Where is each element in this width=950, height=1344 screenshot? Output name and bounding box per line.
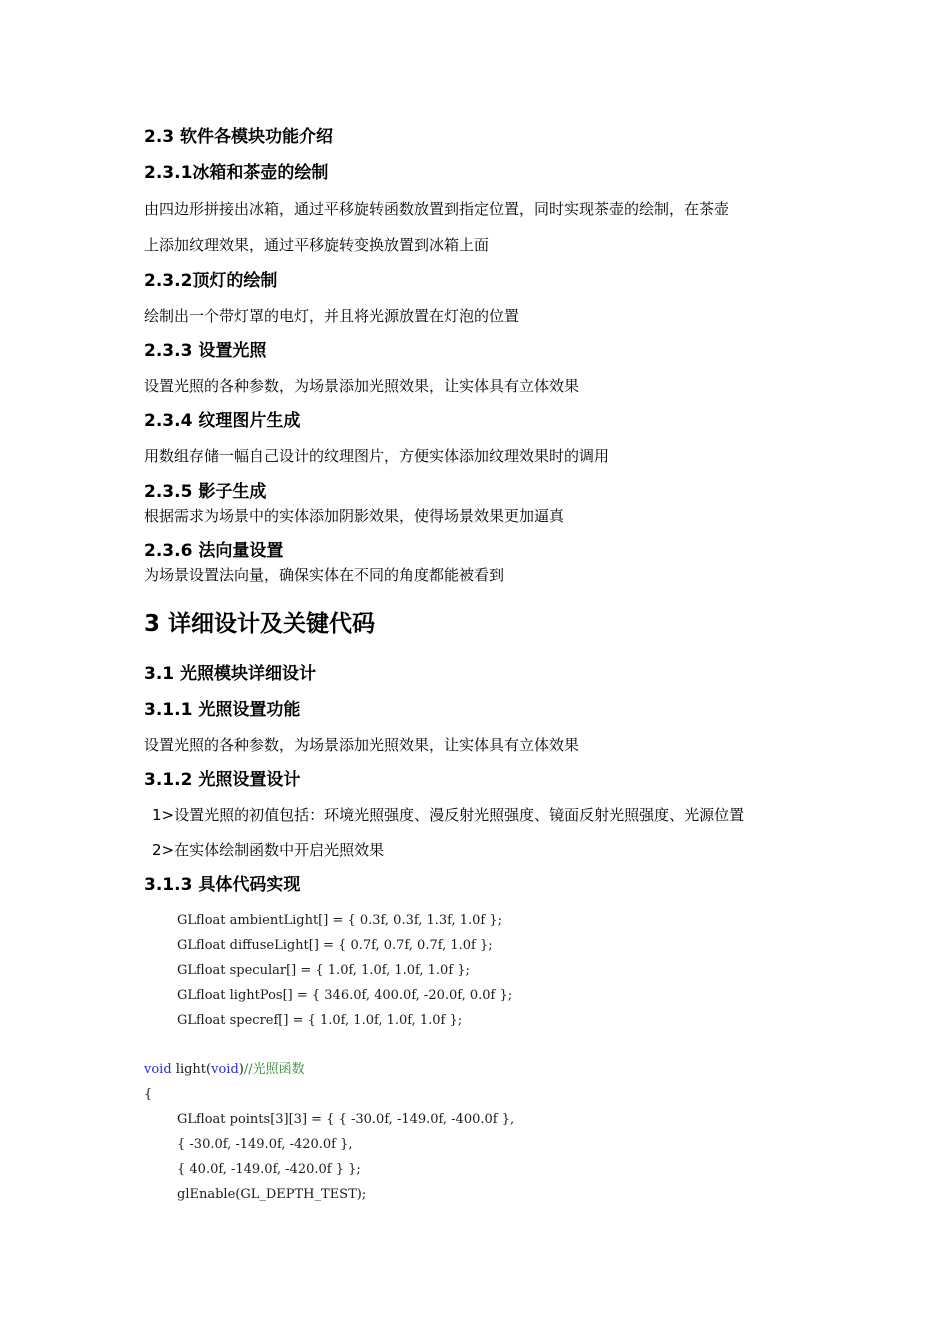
code-keyword-void: void <box>144 1062 172 1077</box>
heading-3-1-2: 3.1.2 光照设置设计 <box>144 770 301 790</box>
heading-2-3-2: 2.3.2顶灯的绘制 <box>144 271 278 291</box>
paragraph-2-3-1-line2: 上添加纹理效果，通过平移旋转变换放置到冰箱上面 <box>144 236 490 254</box>
heading-3-1: 3.1 光照模块详细设计 <box>144 664 317 684</box>
heading-3-1-3: 3.1.3 具体代码实现 <box>144 875 301 895</box>
code-line-function-signature <box>144 1063 305 1076</box>
paragraph-2-3-1-line1: 由四边形拼接出冰箱，通过平移旋转函数放置到指定位置，同时实现茶壶的绘制，在茶壶 <box>144 200 730 218</box>
paragraph-2-3-4: 用数组存储一幅自己设计的纹理图片，方便实体添加纹理效果时的调用 <box>144 447 610 465</box>
paragraph-2-3-6: 为场景设置法向量，确保实体在不同的角度都能被看到 <box>144 566 505 584</box>
code-line-points-1: GLfloat points[3][3] = { { -30.0f, -149.0f, -400.0f }, <box>177 1112 515 1127</box>
heading-2-3: 2.3 软件各模块功能介绍 <box>144 127 334 147</box>
code-comment: //光照函数 <box>243 1062 305 1077</box>
code-line-brace-open: { <box>144 1087 153 1102</box>
heading-chapter-3: 3 详细设计及关键代码 <box>144 611 376 637</box>
code-line-specref: GLfloat specref[] = { 1.0f, 1.0f, 1.0f, 1.0f }; <box>177 1013 463 1028</box>
code-keyword-param: void <box>211 1062 239 1077</box>
code-line-glenable: glEnable(GL_DEPTH_TEST); <box>177 1187 367 1202</box>
code-line-ambient: GLfloat ambientLight[] = { 0.3f, 0.3f, 1.3f, 1.0f }; <box>177 913 503 928</box>
paragraph-2-3-2: 绘制出一个带灯罩的电灯，并且将光源放置在灯泡的位置 <box>144 307 520 325</box>
code-function-name: light( <box>171 1062 212 1077</box>
heading-2-3-3: 2.3.3 设置光照 <box>144 341 267 361</box>
code-line-diffuse: GLfloat diffuseLight[] = { 0.7f, 0.7f, 0.7f, 1.0f }; <box>177 938 493 953</box>
list-item-2: 2>在实体绘制函数中开启光照效果 <box>152 841 385 859</box>
code-paren-close: ) <box>238 1062 244 1077</box>
list-item-1: 1>设置光照的初值包括：环境光照强度、漫反射光照强度、镜面反射光照强度、光源位置 <box>152 806 745 824</box>
heading-3-1-1: 3.1.1 光照设置功能 <box>144 700 301 720</box>
code-line-specular: GLfloat specular[] = { 1.0f, 1.0f, 1.0f, 1.0f }; <box>177 963 470 978</box>
heading-2-3-4: 2.3.4 纹理图片生成 <box>144 411 301 431</box>
heading-2-3-6: 2.3.6 法向量设置 <box>144 541 284 561</box>
code-line-lightpos: GLfloat lightPos[] = { 346.0f, 400.0f, -20.0f, 0.0f }; <box>177 988 513 1003</box>
heading-2-3-1: 2.3.1冰箱和茶壶的绘制 <box>144 163 329 183</box>
paragraph-2-3-5: 根据需求为场景中的实体添加阴影效果，使得场景效果更加逼真 <box>144 507 565 525</box>
heading-2-3-5: 2.3.5 影子生成 <box>144 482 267 502</box>
paragraph-2-3-3: 设置光照的各种参数，为场景添加光照效果，让实体具有立体效果 <box>144 377 580 395</box>
code-line-points-3: { 40.0f, -149.0f, -420.0f } }; <box>177 1162 361 1177</box>
code-line-points-2: { -30.0f, -149.0f, -420.0f }, <box>177 1137 353 1152</box>
paragraph-3-1-1: 设置光照的各种参数，为场景添加光照效果，让实体具有立体效果 <box>144 736 580 754</box>
